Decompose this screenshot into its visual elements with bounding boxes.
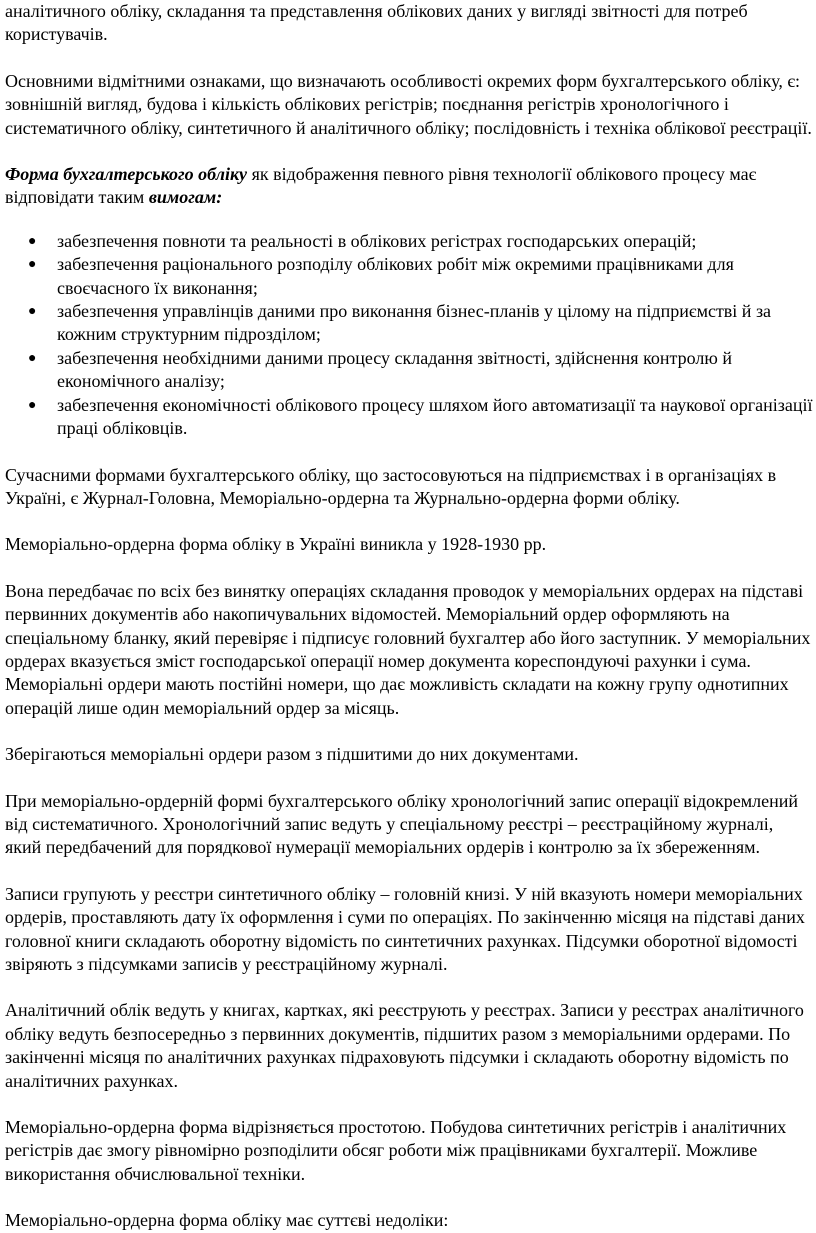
list-item-text: забезпечення економічності облікового процесу шляхом його автоматизації та наукової організації праці обліковців. — [57, 394, 813, 439]
requirements-list — [5, 230, 813, 441]
paragraph-modern-forms: Сучасними формами бухгалтерського обліку, що застосовуються на підприємствах і в організаціях в Україні, є Журнал-Головна, Меморіально-ордерна та Журнально-ордерна форми обліку. — [5, 464, 777, 508]
paragraph-memorial-orders: Вона передбачає по всіх без винятку операціях складання проводок у меморіальних ордерах на підставі первинних документів або накопичувальних відомостей. Меморіальний ордер оформляють на спеціальному бланку, який перевіряє і підписує головний бухгалтер або його заступник. У меморіальних ордерах вказується зміст господарської операції номер документа кореспондуючі рахунки і сума. Меморіальні ордери мають постійні номери, що дає можливість складати на кожну групу однотипних операцій лише один меморіальний ордер за місяць. — [5, 580, 811, 718]
bullet-icon: ● — [28, 350, 37, 366]
paragraph-analytical-accounting: Аналітичний облік ведуть у книгах, картках, які реєструють у реєстрах. Записи у реєстрах аналітичного обліку ведуть безпосередньо з первинних документів, підшитих разом з меморіальними ордерами. По закінченні місяця по аналітичних рахунках підраховують підсумки і складають оборотну відомість по аналітичних рахунках. — [5, 1000, 804, 1091]
requirements-intro-text: як відображення певного рівня технології облікового процесу має відповідати таким — [5, 164, 757, 208]
paragraph-origin-date: Меморіально-ордерна форма обліку в Україні виникла у 1928-1930 рр. — [5, 534, 547, 555]
paragraph-general-ledger: Записи групують у реєстри синтетичного обліку – головній книзі. У ній вказують номери меморіальних ордерів, проставляють дату їх оформлення і суми по операціях. По закінченню місяця на підставі даних головної книги складають оборотну відомість по синтетичних рахунках. Підсумки оборотної відомості звіряють з підсумками записів у реєстраційному журналі. — [5, 883, 805, 974]
requirements-colon: : — [216, 187, 223, 208]
list-item-text: забезпечення раціонального розподілу облікових робіт між окремими працівниками для своєчасного їх виконання; — [57, 254, 734, 298]
bullet-icon: ● — [28, 257, 37, 273]
term-accounting-form: Форма бухгалтерського обліку — [5, 164, 248, 185]
paragraph-simplicity: Меморіально-ордерна форма відрізняється простотою. Побудова синтетичних регістрів і аналітичних регістрів дає змогу рівномірно розподілити обсяг роботи між працівниками бухгалтерії. Можливе використання обчислювальної техніки. — [5, 1117, 787, 1184]
paragraph-drawbacks-intro: Меморіально-ордерна форма обліку має суттєві недоліки: — [5, 1210, 449, 1231]
paragraph-distinguishing-features: Основними відмітними ознаками, що визначають особливості окремих форм бухгалтерського обліку, є: зовнішній вигляд, будова і кількість облікових регістрів; поєднання регістрів хронологічного і систематичного обліку, синтетичного й аналітичного обліку; послідовність і техніка облікової реєстрації. — [5, 70, 812, 138]
bullet-icon: ● — [28, 397, 37, 413]
paragraph-form-requirements-intro — [5, 163, 813, 210]
list-item — [5, 253, 813, 300]
bullet-icon: ● — [28, 233, 37, 249]
list-item — [5, 394, 813, 441]
list-item-text: забезпечення повноти та реальності в облікових регістрах господарських операцій; — [57, 230, 697, 251]
list-item — [5, 230, 813, 253]
list-item — [5, 300, 813, 347]
paragraph-storage: Зберігаються меморіальні ордери разом з підшитими до них документами. — [5, 744, 579, 765]
document-page — [5, 0, 813, 1233]
bullet-icon: ● — [28, 304, 37, 320]
list-item-text: забезпечення управлінців даними про виконання бізнес-планів у цілому на підприємстві й за кожним структурним підрозділом; — [57, 301, 772, 345]
term-requirements: вимогам — [148, 187, 217, 208]
paragraph-intro-continuation: аналітичного обліку, складання та представлення облікових даних у вигляді звітності для потреб користувачів. — [5, 1, 748, 45]
list-item-text: забезпечення необхідними даними процесу складання звітності, здійснення контролю й економічного аналізу; — [57, 347, 732, 392]
list-item — [5, 347, 813, 394]
paragraph-chronological-record: При меморіально-ордерній формі бухгалтерського обліку хронологічний запис операції відокремлений від систематичного. Хронологічний запис ведуть у спеціальному реєстрі – реєстраційному журналі, який передбачений для порядкової нумерації меморіальних ордерів і контролю за їх збереженням. — [5, 790, 799, 858]
